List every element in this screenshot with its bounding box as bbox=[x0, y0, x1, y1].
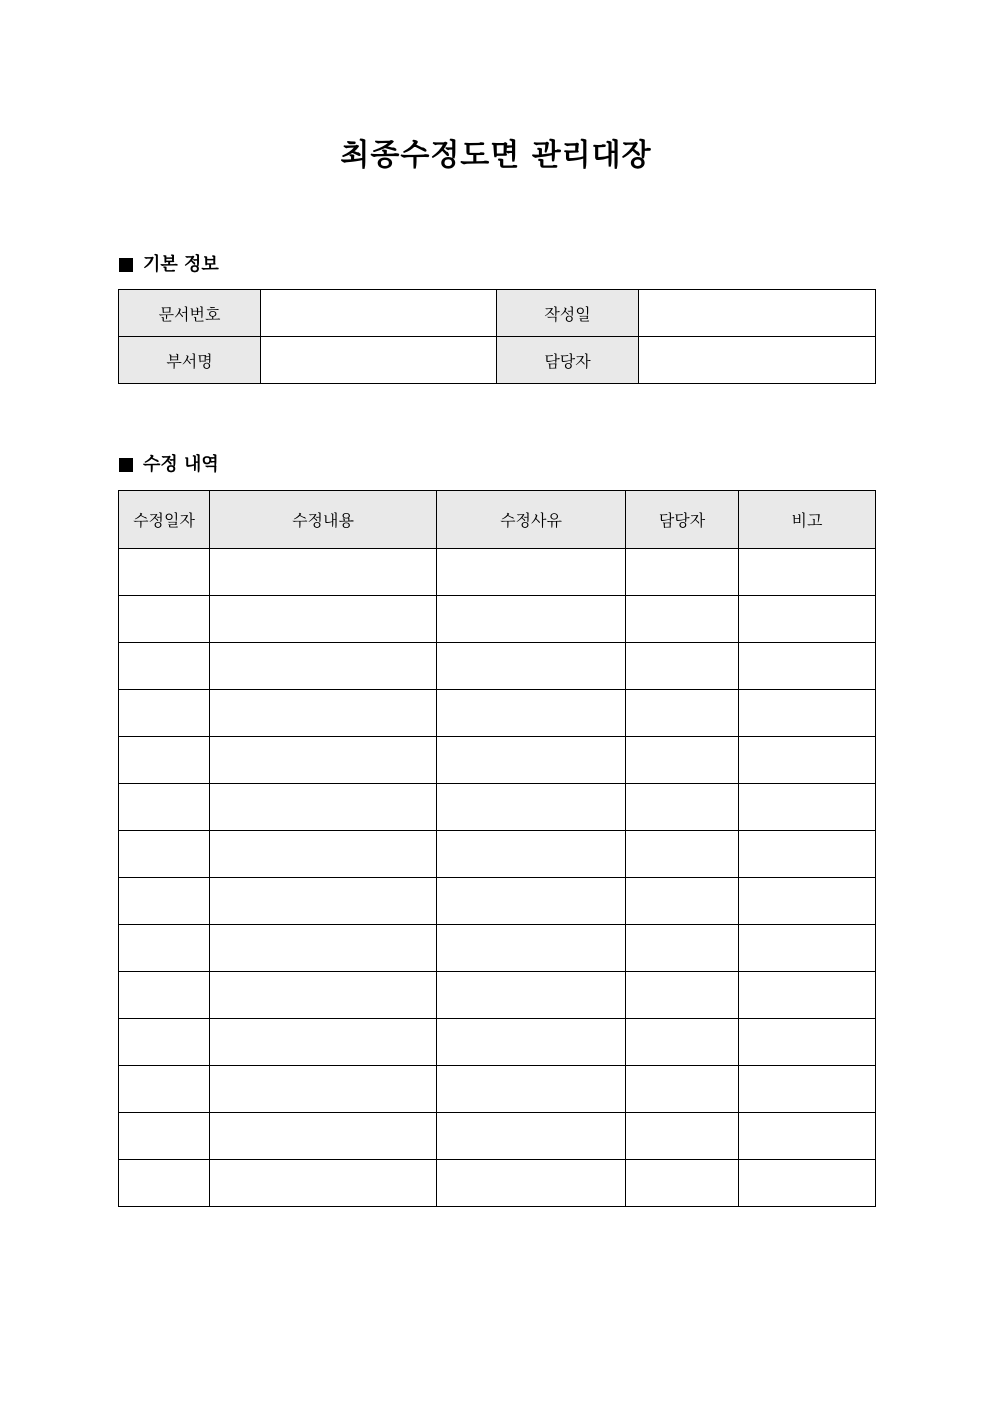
reason-cell[interactable] bbox=[437, 1066, 626, 1113]
table-row bbox=[119, 1113, 876, 1160]
created-date-label: 작성일 bbox=[497, 290, 639, 337]
col-header-note: 비고 bbox=[739, 491, 876, 549]
revisions-heading-label: 수정 내역 bbox=[143, 454, 219, 475]
table-row bbox=[119, 925, 876, 972]
date-cell[interactable] bbox=[119, 784, 210, 831]
manager-cell[interactable] bbox=[626, 878, 739, 925]
manager-cell[interactable] bbox=[626, 690, 739, 737]
note-cell[interactable] bbox=[739, 925, 876, 972]
reason-cell[interactable] bbox=[437, 925, 626, 972]
doc-number-field[interactable] bbox=[261, 290, 497, 337]
basic-info-table bbox=[118, 289, 876, 384]
content-cell[interactable] bbox=[210, 549, 437, 596]
table-row bbox=[119, 1019, 876, 1066]
date-cell[interactable] bbox=[119, 925, 210, 972]
doc-number-label: 문서번호 bbox=[119, 290, 261, 337]
note-cell[interactable] bbox=[739, 878, 876, 925]
revisions-table bbox=[118, 490, 876, 1207]
page-title: 최종수정도면 관리대장 bbox=[340, 138, 652, 173]
manager-cell[interactable] bbox=[626, 925, 739, 972]
square-bullet-icon bbox=[119, 258, 133, 272]
content-cell[interactable] bbox=[210, 1160, 437, 1207]
date-cell[interactable] bbox=[119, 737, 210, 784]
note-cell[interactable] bbox=[739, 972, 876, 1019]
department-field[interactable] bbox=[261, 337, 497, 384]
table-row bbox=[119, 1066, 876, 1113]
date-cell[interactable] bbox=[119, 1066, 210, 1113]
note-cell[interactable] bbox=[739, 549, 876, 596]
content-cell[interactable] bbox=[210, 878, 437, 925]
reason-cell[interactable] bbox=[437, 784, 626, 831]
revisions-heading bbox=[119, 454, 219, 476]
reason-cell[interactable] bbox=[437, 878, 626, 925]
date-cell[interactable] bbox=[119, 1160, 210, 1207]
note-cell[interactable] bbox=[739, 1113, 876, 1160]
manager-cell[interactable] bbox=[626, 643, 739, 690]
col-header-manager: 담당자 bbox=[626, 491, 739, 549]
date-cell[interactable] bbox=[119, 549, 210, 596]
date-cell[interactable] bbox=[119, 596, 210, 643]
manager-cell[interactable] bbox=[626, 1113, 739, 1160]
manager-cell[interactable] bbox=[626, 1066, 739, 1113]
manager-cell[interactable] bbox=[626, 737, 739, 784]
content-cell[interactable] bbox=[210, 643, 437, 690]
content-cell[interactable] bbox=[210, 1066, 437, 1113]
content-cell[interactable] bbox=[210, 831, 437, 878]
table-row bbox=[119, 737, 876, 784]
content-cell[interactable] bbox=[210, 972, 437, 1019]
note-cell[interactable] bbox=[739, 1066, 876, 1113]
reason-cell[interactable] bbox=[437, 1160, 626, 1207]
reason-cell[interactable] bbox=[437, 737, 626, 784]
manager-cell[interactable] bbox=[626, 1160, 739, 1207]
note-cell[interactable] bbox=[739, 1160, 876, 1207]
content-cell[interactable] bbox=[210, 690, 437, 737]
table-row bbox=[119, 337, 876, 384]
reason-cell[interactable] bbox=[437, 596, 626, 643]
col-header-reason: 수정사유 bbox=[437, 491, 626, 549]
table-row bbox=[119, 831, 876, 878]
table-row bbox=[119, 878, 876, 925]
col-header-content: 수정내용 bbox=[210, 491, 437, 549]
date-cell[interactable] bbox=[119, 1019, 210, 1066]
table-row bbox=[119, 690, 876, 737]
manager-cell[interactable] bbox=[626, 784, 739, 831]
date-cell[interactable] bbox=[119, 690, 210, 737]
manager-field[interactable] bbox=[639, 337, 876, 384]
col-header-date: 수정일자 bbox=[119, 491, 210, 549]
department-label: 부서명 bbox=[119, 337, 261, 384]
content-cell[interactable] bbox=[210, 784, 437, 831]
date-cell[interactable] bbox=[119, 878, 210, 925]
date-cell[interactable] bbox=[119, 972, 210, 1019]
note-cell[interactable] bbox=[739, 1019, 876, 1066]
created-date-field[interactable] bbox=[639, 290, 876, 337]
table-row bbox=[119, 784, 876, 831]
note-cell[interactable] bbox=[739, 643, 876, 690]
reason-cell[interactable] bbox=[437, 1113, 626, 1160]
note-cell[interactable] bbox=[739, 831, 876, 878]
note-cell[interactable] bbox=[739, 690, 876, 737]
basic-info-heading-label: 기본 정보 bbox=[143, 254, 219, 275]
reason-cell[interactable] bbox=[437, 643, 626, 690]
content-cell[interactable] bbox=[210, 1019, 437, 1066]
reason-cell[interactable] bbox=[437, 690, 626, 737]
table-row bbox=[119, 596, 876, 643]
table-row bbox=[119, 549, 876, 596]
content-cell[interactable] bbox=[210, 596, 437, 643]
manager-cell[interactable] bbox=[626, 972, 739, 1019]
note-cell[interactable] bbox=[739, 784, 876, 831]
note-cell[interactable] bbox=[739, 596, 876, 643]
basic-info-heading bbox=[119, 254, 219, 276]
content-cell[interactable] bbox=[210, 1113, 437, 1160]
table-header-row bbox=[119, 491, 876, 549]
content-cell[interactable] bbox=[210, 925, 437, 972]
content-cell[interactable] bbox=[210, 737, 437, 784]
reason-cell[interactable] bbox=[437, 972, 626, 1019]
reason-cell[interactable] bbox=[437, 549, 626, 596]
table-row bbox=[119, 1160, 876, 1207]
manager-cell[interactable] bbox=[626, 596, 739, 643]
note-cell[interactable] bbox=[739, 737, 876, 784]
table-row bbox=[119, 643, 876, 690]
manager-cell[interactable] bbox=[626, 1019, 739, 1066]
manager-label: 담당자 bbox=[497, 337, 639, 384]
reason-cell[interactable] bbox=[437, 831, 626, 878]
table-row bbox=[119, 972, 876, 1019]
date-cell[interactable] bbox=[119, 1113, 210, 1160]
reason-cell[interactable] bbox=[437, 1019, 626, 1066]
square-bullet-icon bbox=[119, 458, 133, 472]
manager-cell[interactable] bbox=[626, 831, 739, 878]
date-cell[interactable] bbox=[119, 643, 210, 690]
table-row bbox=[119, 290, 876, 337]
date-cell[interactable] bbox=[119, 831, 210, 878]
manager-cell[interactable] bbox=[626, 549, 739, 596]
